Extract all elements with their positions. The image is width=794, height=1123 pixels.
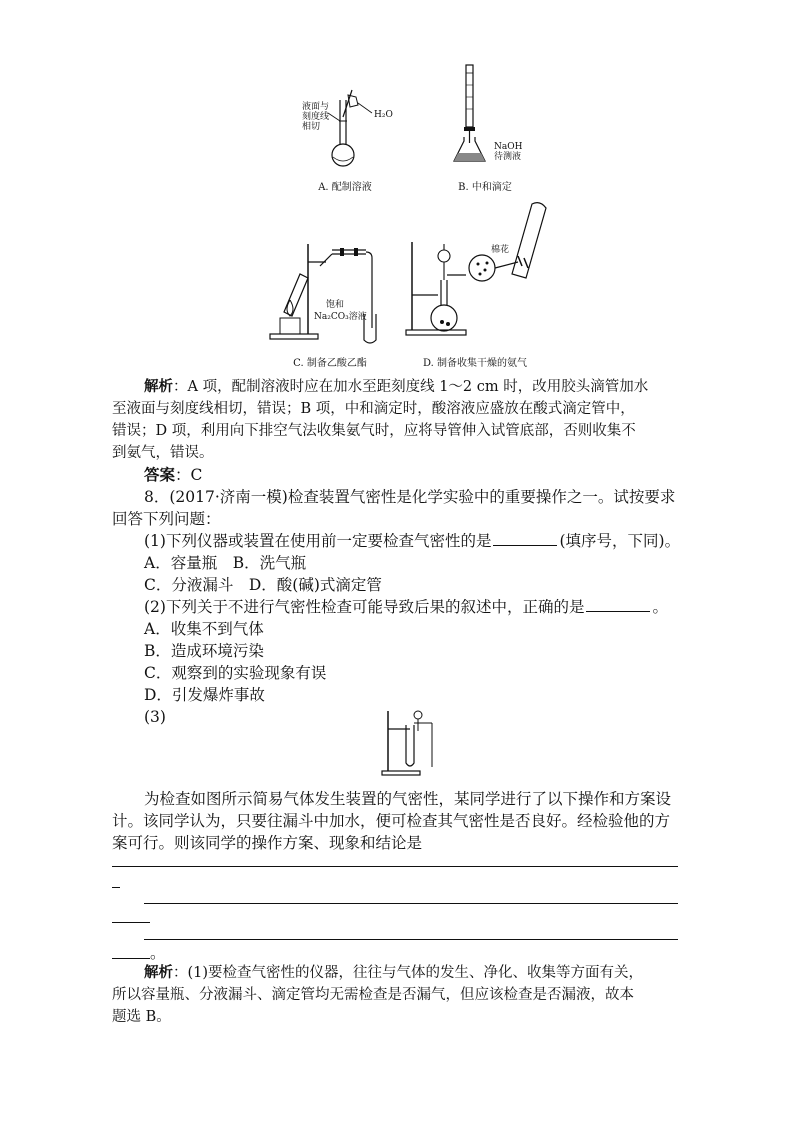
label-naoh: NaOH [494,142,523,152]
analysis-label: 解析 [144,378,173,395]
analysis-2-label: 解析 [144,964,173,981]
question-3-text: 为检查如图所示简易气体发生装置的气密性，某同学进行了以下操作和方案设 [144,790,672,808]
question-2-options: A．收集不到气体 B．造成环境污染 C．观察到的实验现象有误 D．引发爆炸事故 [144,620,327,704]
label-cotton: 棉花 [491,245,510,255]
question-1: (1)下列仪器或装置在使用前一定要检查气密性的是 (填序号，下同)。 [144,532,681,550]
caption-b: B. 中和滴定 [458,182,512,193]
label-liquid: 待测液 [494,152,522,162]
analysis-2-cont: 所以容量瓶、分液漏斗、滴定管均无需检查是否漏气，但应该检查是否漏液，故本 题选 B。 [112,987,634,1025]
answer-line: 答案：C [144,465,203,484]
question-3-number: (3) [144,708,166,726]
question-intro: 8．(2017·济南一模)检查装置气密性是化学实验中的重要操作之一。试按要求 [144,488,676,506]
question-2: (2)下列关于不进行气密性检查可能导致后果的叙述中，正确的是 。 [144,598,668,616]
answer-end-mark: 。 [150,944,166,962]
label-level: 液面与 刻度线 相切 [302,102,330,132]
analysis-1: 解析：A 项，配制溶液时应在加水至距刻度线 1～2 cm 时，改用胶头滴管加水 [144,378,649,395]
answer-line-1[interactable] [112,866,678,867]
answer-blank-1[interactable] [493,530,557,546]
figure-gas-generator [380,705,440,777]
answer-label: 答案 [144,465,176,484]
question-intro-cont: 回答下列问题： [112,510,221,528]
analysis-2: 解析：(1)要检查气密性的仪器，往往与气体的发生、净化、收集等方面有关， [144,964,644,981]
answer-line-3[interactable] [144,939,678,940]
caption-a: A. 配制溶液 [318,182,372,193]
label-solution: Na₂CO₃溶液 [314,312,367,322]
caption-d: D. 制备收集干燥的氨气 [422,358,528,369]
figure-d-ammonia-prep [400,200,550,345]
analysis-1-cont: 至液面与刻度线相切，错误；B 项，中和滴定时，酸溶液应盛放在酸式滴定管中， 错误；D 项，利用向下排空气法收集氨气时，应将导管伸入试管底部，否则收集不 到氨气，错误。 [112,401,636,461]
label-water: H₂O [374,110,393,120]
question-3-text-cont: 计。该同学认为，只要往漏斗中加水，便可检查其气密性是否良好。经检验他的方 案可行。则该同学的操作方案、现象和结论是 [112,812,671,852]
figure-c-ester-prep [270,240,390,350]
caption-c: C. 制备乙酸乙酯 [293,358,367,369]
question-1-options: A．容量瓶 B．洗气瓶 C．分液漏斗 D．酸(碱)式滴定管 [144,554,382,594]
answer-line-1b [112,887,120,888]
answer-line-2b [112,922,150,923]
label-sat: 饱和 [326,300,345,310]
answer-line-2[interactable] [144,903,678,904]
answer-line-3b [112,958,150,959]
answer-blank-2[interactable] [586,596,650,612]
